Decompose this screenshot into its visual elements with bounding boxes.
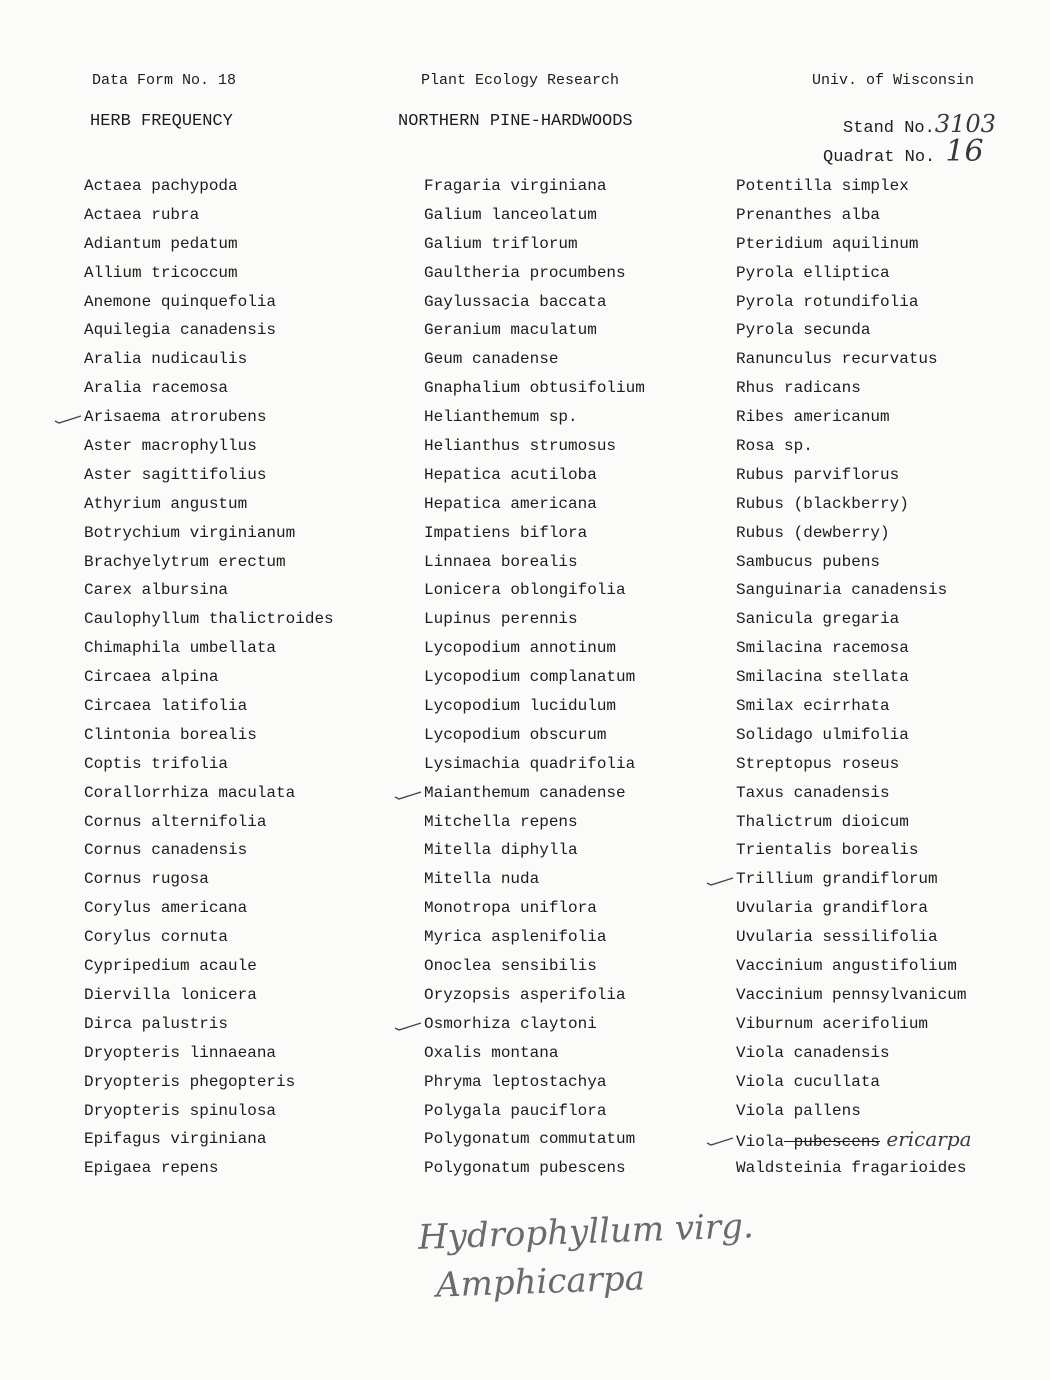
species-item xyxy=(736,1010,972,1039)
species-item xyxy=(424,779,645,808)
species-item xyxy=(84,259,334,288)
species-name: Dirca palustris xyxy=(84,1014,229,1033)
species-name: Solidago ulmifolia xyxy=(736,725,909,744)
species-name: Hepatica americana xyxy=(424,494,597,513)
species-name: Clintonia borealis xyxy=(84,725,257,744)
species-item xyxy=(84,1068,334,1097)
species-item xyxy=(424,634,645,663)
species-name: Gnaphalium obtusifolium xyxy=(424,379,645,398)
species-name: Onoclea sensibilis xyxy=(424,957,597,976)
species-name: Oryzopsis asperifolia xyxy=(424,985,626,1004)
species-name: Sanicula gregaria xyxy=(736,610,900,629)
species-name: Uvularia sessilifolia xyxy=(736,928,938,947)
species-name: Uvularia grandiflora xyxy=(736,899,929,918)
species-name: Galium lanceolatum xyxy=(424,205,597,224)
species-item xyxy=(424,576,645,605)
species-item xyxy=(736,721,972,750)
species-column-2 xyxy=(424,172,645,1183)
species-item xyxy=(736,836,972,865)
species-name: Epigaea repens xyxy=(84,1159,219,1178)
species-item xyxy=(424,1068,645,1097)
species-name: Osmorhiza claytoni xyxy=(424,1014,597,1033)
species-name: Sambucus pubens xyxy=(736,552,881,571)
species-name: Pteridium aquilinum xyxy=(736,234,919,253)
species-item xyxy=(736,403,972,432)
species-item xyxy=(736,1154,972,1183)
species-name: Potentilla simplex xyxy=(736,177,909,195)
species-item xyxy=(84,750,334,779)
species-item xyxy=(736,316,972,345)
species-name: Lupinus perennis xyxy=(424,610,578,629)
species-item xyxy=(424,259,645,288)
species-name: Epifagus virginiana xyxy=(84,1130,267,1149)
species-item xyxy=(736,230,972,259)
species-name: Viola pallens xyxy=(736,1101,861,1120)
species-item xyxy=(84,403,334,432)
species-column-1 xyxy=(84,172,334,1183)
species-item xyxy=(424,1154,645,1183)
species-item xyxy=(736,1125,972,1154)
quadrat-field xyxy=(823,134,984,169)
species-name: Ranunculus recurvatus xyxy=(736,350,938,369)
species-name: Diervilla lonicera xyxy=(84,985,257,1004)
species-name: Streptopus roseus xyxy=(736,754,900,773)
species-name: Mitella diphylla xyxy=(424,841,578,860)
species-item xyxy=(424,836,645,865)
check-mark-icon xyxy=(394,790,422,800)
species-item xyxy=(424,894,645,923)
species-name: Lycopodium complanatum xyxy=(424,668,636,687)
species-name: Viola xyxy=(736,1133,785,1152)
species-item xyxy=(424,288,645,317)
species-item xyxy=(736,750,972,779)
species-name: Caulophyllum thalictroides xyxy=(84,610,334,629)
species-name: Pyrola rotundifolia xyxy=(736,292,919,311)
species-item xyxy=(736,952,972,981)
species-item xyxy=(424,750,645,779)
species-name: Sanguinaria canadensis xyxy=(736,581,948,600)
species-name: Aster sagittifolius xyxy=(84,465,267,484)
species-item xyxy=(84,605,334,634)
organization: Plant Ecology Research xyxy=(421,72,620,89)
species-item xyxy=(736,345,972,374)
species-item xyxy=(424,663,645,692)
species-name: Trillium grandiflorum xyxy=(736,870,938,889)
species-item xyxy=(424,865,645,894)
species-item xyxy=(424,490,645,519)
species-name: Maianthemum canadense xyxy=(424,783,626,802)
species-item xyxy=(424,172,645,201)
quadrat-label: Quadrat No. xyxy=(823,148,936,167)
species-item xyxy=(84,923,334,952)
species-item xyxy=(736,548,972,577)
species-name: Aralia racemosa xyxy=(84,379,229,398)
species-name: Smilacina stellata xyxy=(736,668,909,687)
species-name: Viola canadensis xyxy=(736,1043,890,1062)
species-item xyxy=(84,548,334,577)
species-item xyxy=(424,519,645,548)
species-item xyxy=(84,952,334,981)
species-name: Fragaria virginiana xyxy=(424,177,607,195)
species-item xyxy=(424,374,645,403)
species-column-3 xyxy=(736,172,972,1183)
species-name: Helianthus strumosus xyxy=(424,437,617,456)
species-name: Mitella nuda xyxy=(424,870,540,889)
stand-value: 3103 xyxy=(934,110,996,138)
species-item xyxy=(736,519,972,548)
species-name: Galium triflorum xyxy=(424,234,578,253)
species-name: Myrica asplenifolia xyxy=(424,928,607,947)
species-item xyxy=(736,374,972,403)
species-name: Cornus canadensis xyxy=(84,841,248,860)
species-name: Lycopodium annotinum xyxy=(424,639,617,658)
species-item xyxy=(424,345,645,374)
species-item xyxy=(736,576,972,605)
species-item xyxy=(84,230,334,259)
species-name: Actaea rubra xyxy=(84,205,200,224)
species-item xyxy=(736,865,972,894)
species-item xyxy=(84,432,334,461)
species-item xyxy=(84,836,334,865)
species-item xyxy=(736,432,972,461)
species-item xyxy=(424,461,645,490)
species-name: Corallorrhiza maculata xyxy=(84,783,296,802)
species-name: Polygonatum pubescens xyxy=(424,1159,626,1178)
species-name: Chimaphila umbellata xyxy=(84,639,277,658)
species-item xyxy=(424,981,645,1010)
species-item xyxy=(84,316,334,345)
species-item xyxy=(736,663,972,692)
species-item xyxy=(736,605,972,634)
species-name: Gaylussacia baccata xyxy=(424,292,607,311)
species-item xyxy=(736,808,972,837)
species-item xyxy=(84,865,334,894)
species-item xyxy=(84,634,334,663)
species-name: Circaea latifolia xyxy=(84,697,248,716)
species-item xyxy=(736,1068,972,1097)
species-name: Adiantum pedatum xyxy=(84,234,238,253)
check-mark-icon xyxy=(54,414,82,424)
species-name: Aralia nudicaulis xyxy=(84,350,248,369)
species-name: Geranium maculatum xyxy=(424,321,597,340)
species-name: Rubus (blackberry) xyxy=(736,494,909,513)
species-name: Athyrium angustum xyxy=(84,494,248,513)
species-name: Smilax ecirrhata xyxy=(736,697,890,716)
species-name: Phryma leptostachya xyxy=(424,1072,607,1091)
species-name: Dryopteris spinulosa xyxy=(84,1101,277,1120)
species-item xyxy=(84,201,334,230)
species-name: Pyrola secunda xyxy=(736,321,871,340)
species-name: Gaultheria procumbens xyxy=(424,263,626,282)
species-name: Viburnum acerifolium xyxy=(736,1014,929,1033)
species-name: Viola cucullata xyxy=(736,1072,881,1091)
species-item xyxy=(736,923,972,952)
handwritten-epithet: ericarpa xyxy=(880,1127,972,1152)
species-name: Lycopodium obscurum xyxy=(424,725,607,744)
species-name: Anemone quinquefolia xyxy=(84,292,277,311)
species-item xyxy=(84,808,334,837)
species-item xyxy=(84,663,334,692)
species-name: Prenanthes alba xyxy=(736,205,881,224)
species-item xyxy=(84,172,334,201)
species-name: Rhus radicans xyxy=(736,379,861,398)
species-name: Dryopteris phegopteris xyxy=(84,1072,296,1091)
species-item xyxy=(736,692,972,721)
species-name: Helianthemum sp. xyxy=(424,408,578,427)
species-name: Actaea pachypoda xyxy=(84,177,238,195)
species-item xyxy=(84,1010,334,1039)
species-name: Vaccinium angustifolium xyxy=(736,957,957,976)
species-name: Linnaea borealis xyxy=(424,552,578,571)
species-item xyxy=(424,1039,645,1068)
species-name: Polygala pauciflora xyxy=(424,1101,607,1120)
species-item xyxy=(736,981,972,1010)
species-name: Brachyelytrum erectum xyxy=(84,552,286,571)
handwritten-note-2: Amphicarpa xyxy=(435,1258,646,1306)
species-item xyxy=(84,1097,334,1126)
species-name: Lycopodium lucidulum xyxy=(424,697,617,716)
species-item xyxy=(736,894,972,923)
species-item xyxy=(424,923,645,952)
species-item xyxy=(84,1039,334,1068)
form-number: Data Form No. 18 xyxy=(92,72,237,89)
species-name: Cornus rugosa xyxy=(84,870,209,889)
species-item xyxy=(424,548,645,577)
species-item xyxy=(424,952,645,981)
species-item xyxy=(736,634,972,663)
species-name: Corylus americana xyxy=(84,899,248,918)
species-item xyxy=(424,1010,645,1039)
species-item xyxy=(424,403,645,432)
species-item xyxy=(84,490,334,519)
species-item xyxy=(424,201,645,230)
species-name: Mitchella repens xyxy=(424,812,578,831)
species-name: Aster macrophyllus xyxy=(84,437,257,456)
species-name: Circaea alpina xyxy=(84,668,219,687)
species-name: Lonicera oblongifolia xyxy=(424,581,626,600)
species-item xyxy=(84,1125,334,1154)
species-item xyxy=(84,576,334,605)
quadrat-value: 16 xyxy=(945,134,984,169)
species-item xyxy=(424,316,645,345)
species-item xyxy=(424,605,645,634)
struck-epithet: pubescens xyxy=(784,1133,881,1152)
species-name: Cornus alternifolia xyxy=(84,812,267,831)
species-name: Cypripedium acaule xyxy=(84,957,257,976)
species-item xyxy=(736,490,972,519)
species-name: Hepatica acutiloba xyxy=(424,465,597,484)
species-name: Oxalis montana xyxy=(424,1043,559,1062)
species-item xyxy=(736,288,972,317)
species-name: Rubus (dewberry) xyxy=(736,523,890,542)
species-name: Vaccinium pennsylvanicum xyxy=(736,985,967,1004)
species-item xyxy=(84,894,334,923)
species-name: Botrychium virginianum xyxy=(84,523,296,542)
handwritten-note-1: Hydrophyllum virg. xyxy=(417,1206,755,1258)
species-name: Allium tricoccum xyxy=(84,263,238,282)
stand-label: Stand No. xyxy=(843,119,935,138)
species-item xyxy=(424,230,645,259)
university: Univ. of Wisconsin xyxy=(812,72,975,89)
species-item xyxy=(84,519,334,548)
species-item xyxy=(84,1154,334,1183)
species-name: Pyrola elliptica xyxy=(736,263,890,282)
check-mark-icon xyxy=(394,1021,422,1031)
species-name: Polygonatum commutatum xyxy=(424,1130,636,1149)
species-item xyxy=(736,1097,972,1126)
species-name: Rubus parviflorus xyxy=(736,465,900,484)
species-item xyxy=(424,1125,645,1154)
species-name: Trientalis borealis xyxy=(736,841,919,860)
species-item xyxy=(424,1097,645,1126)
species-item xyxy=(84,288,334,317)
species-name: Rosa sp. xyxy=(736,437,813,456)
species-item xyxy=(84,779,334,808)
species-item xyxy=(84,345,334,374)
species-item xyxy=(84,981,334,1010)
species-item xyxy=(424,432,645,461)
species-name: Taxus canadensis xyxy=(736,783,890,802)
species-name: Coptis trifolia xyxy=(84,754,229,773)
species-item xyxy=(424,721,645,750)
form-title: HERB FREQUENCY xyxy=(90,112,233,131)
species-item xyxy=(736,172,972,201)
species-item xyxy=(736,201,972,230)
species-name: Carex albursina xyxy=(84,581,229,600)
species-item xyxy=(84,692,334,721)
species-name: Dryopteris linnaeana xyxy=(84,1043,277,1062)
species-name: Geum canadense xyxy=(424,350,559,369)
species-item xyxy=(424,808,645,837)
species-item xyxy=(84,721,334,750)
species-name: Arisaema atrorubens xyxy=(84,408,267,427)
species-name: Aquilegia canadensis xyxy=(84,321,277,340)
species-name: Waldsteinia fragarioides xyxy=(736,1159,967,1178)
species-item xyxy=(84,461,334,490)
species-item xyxy=(424,692,645,721)
species-name: Ribes americanum xyxy=(736,408,890,427)
species-item xyxy=(84,374,334,403)
species-item xyxy=(736,1039,972,1068)
check-mark-icon xyxy=(706,1136,734,1146)
species-name: Monotropa uniflora xyxy=(424,899,597,918)
species-name: Impatiens biflora xyxy=(424,523,588,542)
species-item xyxy=(736,259,972,288)
species-name: Thalictrum dioicum xyxy=(736,812,909,831)
species-name: Corylus cornuta xyxy=(84,928,229,947)
community-title: NORTHERN PINE-HARDWOODS xyxy=(398,112,633,131)
species-item xyxy=(736,779,972,808)
species-name: Smilacina racemosa xyxy=(736,639,909,658)
species-item xyxy=(736,461,972,490)
check-mark-icon xyxy=(706,876,734,886)
species-name: Lysimachia quadrifolia xyxy=(424,754,636,773)
